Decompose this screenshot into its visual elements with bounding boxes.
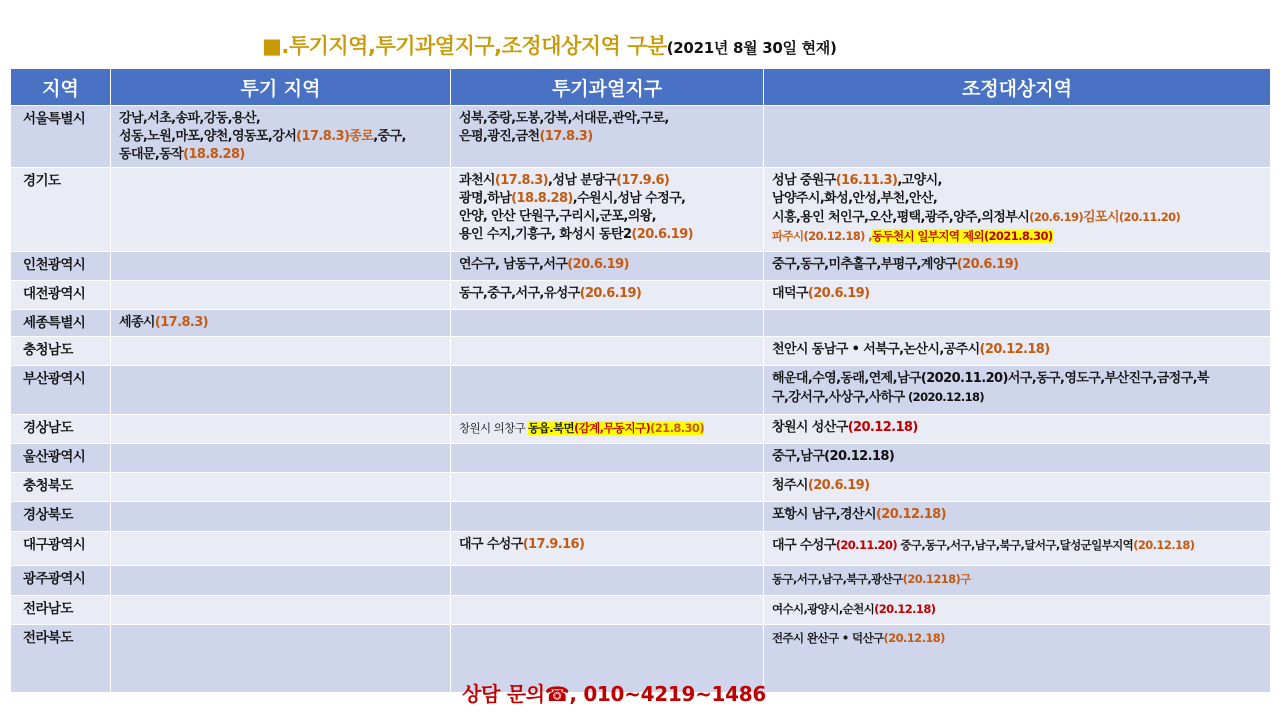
speculation-cell: [111, 106, 451, 168]
adjusted-cell: [764, 415, 1271, 444]
speculation-cell: [111, 415, 451, 444]
table-row: [11, 168, 1271, 252]
cell-date: (20.6.19): [1029, 210, 1084, 224]
table-row: [11, 337, 1271, 366]
cell-text: ,고양시,: [897, 173, 942, 188]
cell-text: 동대문,동작: [119, 147, 184, 162]
speculation-cell: [111, 473, 451, 502]
adjusted-cell: [764, 473, 1271, 502]
cell-text: 성동,노원,마포,양천,영동포,강서: [119, 129, 297, 144]
speculation-cell: [111, 310, 451, 337]
overheated-cell: [451, 168, 764, 252]
cell-text: 김포시: [1083, 210, 1119, 225]
cell-text: (2020.12.18): [904, 390, 985, 404]
speculation-cell: [111, 502, 451, 532]
header-region: 지역: [11, 69, 111, 106]
speculation-cell: [111, 281, 451, 310]
cell-date: (18.8.28): [183, 147, 245, 162]
cell-text: 동구,서구,남구,북구,광산구: [772, 572, 903, 586]
cell-text: 창원시 의창구: [459, 421, 529, 435]
adjusted-cell: [764, 106, 1271, 168]
consultation-phone: 상담 문의☎, 010~4219~1486: [462, 682, 767, 706]
overheated-cell: [451, 566, 764, 596]
cell-date: (17.8.3): [494, 173, 549, 188]
region-name: 광주광역시: [11, 566, 111, 596]
adjusted-cell: [764, 337, 1271, 366]
table-row: [11, 596, 1271, 625]
adjusted-cell: [764, 566, 1271, 596]
table-row: [11, 415, 1271, 444]
adjusted-cell: [764, 366, 1271, 415]
region-name: 경상남도: [11, 415, 111, 444]
region-name: 인천광역시: [11, 252, 111, 281]
speculation-cell: [111, 566, 451, 596]
overheated-cell: [451, 532, 764, 566]
cell-text: 남양주시,화성,안성,부천,안산,: [772, 191, 938, 206]
cell-date: (20.6.19): [631, 227, 693, 242]
adjusted-cell: [764, 625, 1271, 693]
adjusted-cell: [764, 532, 1271, 566]
region-name: 울산광역시: [11, 444, 111, 473]
cell-text: 시흥,용인 처인구,오산,평택,광주,양주,의정부시: [772, 210, 1030, 225]
cell-text: ,중구,: [373, 129, 406, 144]
adjusted-cell: [764, 444, 1271, 473]
region-name: 경기도: [11, 168, 111, 252]
region-name: 서울특별시: [11, 106, 111, 168]
cell-text: 전주시 완산구 • 덕산구: [772, 631, 884, 645]
overheated-cell: [451, 281, 764, 310]
cell-text: 강남,서초,송파,강동,용산,: [119, 111, 261, 126]
overheated-cell: [451, 596, 764, 625]
region-name: 부산광역시: [11, 366, 111, 415]
cell-date: (20.12.18): [874, 602, 936, 616]
overheated-cell: [451, 415, 764, 444]
cell-date: (20.6.19): [567, 257, 629, 272]
cell-text: 성북,중랑,도봉,강북,서대문,관악,구로,: [459, 111, 669, 126]
overheated-cell: [451, 444, 764, 473]
speculation-cell: [111, 532, 451, 566]
adjusted-cell: [764, 596, 1271, 625]
cell-text: 광명,하남: [459, 191, 512, 206]
speculation-cell: [111, 252, 451, 281]
cell-date: (16.11.3): [835, 173, 898, 188]
region-name: 경상북도: [11, 502, 111, 532]
region-name: 세종특별시: [11, 310, 111, 337]
table-row: [11, 106, 1271, 168]
cell-date: (20.11.20): [1118, 210, 1181, 224]
region-name: 전라북도: [11, 625, 111, 693]
cell-date: (18.8.28): [511, 191, 573, 206]
title-date: (2021년 8월 30일 현재): [666, 39, 837, 57]
region-table: [10, 68, 1271, 693]
speculation-cell: [111, 168, 451, 252]
cell-text: 대덕구: [772, 286, 808, 301]
cell-date: (20.12.18): [847, 420, 918, 435]
speculation-cell: [111, 596, 451, 625]
overheated-cell: [451, 310, 764, 337]
cell-date: (17.8.3): [154, 315, 209, 330]
cell-text: ,수원시,성남 수정구,: [572, 191, 686, 206]
overheated-cell: [451, 252, 764, 281]
cell-text: 연수구, 남동구,서구: [459, 257, 568, 272]
overheated-cell: [451, 337, 764, 366]
cell-date: (17.9.16): [522, 537, 585, 552]
region-name: 충청북도: [11, 473, 111, 502]
cell-date: (17.8.3)종로: [296, 129, 374, 144]
cell-text: 중구,남구(20.12.18): [772, 449, 895, 464]
table-row: [11, 252, 1271, 281]
cell-text: 은평,광진,금천: [459, 129, 540, 144]
cell-date: (17.8.3): [539, 129, 593, 144]
speculation-cell: [111, 366, 451, 415]
cell-text: 구,강서구,사상구,사하구: [772, 390, 905, 405]
highlight-text: (감계,무동지구): [573, 421, 651, 435]
highlight-date: (21.8.30): [650, 421, 704, 435]
region-name: 대구광역시: [11, 532, 111, 566]
page-title: [262, 30, 837, 58]
cell-text: 해운대,수영,동래,연제,남구(2020.11.20)서구,동구,영도구,부산진구,금정구,북: [772, 371, 1209, 386]
adjusted-cell: [764, 252, 1271, 281]
cell-text: 성남 중원구: [772, 173, 836, 188]
cell-text: 중구,동구,미추홀구,부평구,계양구: [772, 257, 957, 272]
table-header-row: [11, 69, 1271, 106]
header-overheated: 투기과열지구: [451, 69, 764, 106]
cell-text: 대구 수성구: [772, 538, 836, 553]
overheated-cell: [451, 106, 764, 168]
cell-date: (17.9.6): [616, 173, 670, 188]
cell-text: 포항시 남구,경산시: [772, 507, 876, 522]
cell-date: (20.6.19): [807, 478, 870, 493]
cell-date: (20.12.18): [883, 631, 945, 645]
speculation-cell: [111, 444, 451, 473]
header-adjusted: 조정대상지역: [764, 69, 1271, 106]
adjusted-cell: [764, 281, 1271, 310]
cell-text: 동구,중구,서구,유성구: [459, 286, 580, 301]
table-row: [11, 310, 1271, 337]
cell-text: 안양, 안산 단원구,구리시,군포,의왕,: [459, 209, 656, 224]
cell-date: (20.6.19): [956, 257, 1019, 272]
table-row: [11, 502, 1271, 532]
cell-date: (20.11.20): [835, 538, 897, 552]
speculation-cell: [111, 625, 451, 693]
table-row: [11, 473, 1271, 502]
cell-text: 창원시 성산구: [772, 420, 848, 435]
title-main: ■.투기지역,투기과열지구,조정대상지역 구분: [262, 34, 667, 58]
header-speculation: 투기 지역: [111, 69, 451, 106]
region-name: 충청남도: [11, 337, 111, 366]
highlight-text: 동읍.북면: [528, 421, 574, 435]
table-row: [11, 281, 1271, 310]
adjusted-cell: [764, 310, 1271, 337]
region-name: 대전광역시: [11, 281, 111, 310]
cell-date: (20.12.18): [979, 342, 1050, 357]
table-row: [11, 366, 1271, 415]
cell-date: (20.12.18): [1133, 538, 1195, 552]
cell-date: 파주시(20.12.18) ,: [772, 229, 872, 243]
overheated-cell: [451, 473, 764, 502]
cell-text: 여수시,광양시,순천시: [772, 602, 875, 616]
cell-text: 천안시 동남구 • 서북구,논산시,공주시: [772, 342, 980, 357]
overheated-cell: [451, 366, 764, 415]
cell-date: (20.6.19): [807, 286, 870, 301]
cell-date: (20.12.18): [875, 507, 946, 522]
table-row: [11, 532, 1271, 566]
overheated-cell: [451, 502, 764, 532]
adjusted-cell: [764, 168, 1271, 252]
cell-text: 과천시: [459, 173, 495, 188]
region-name: 전라남도: [11, 596, 111, 625]
cell-text: 중구,동구,서구,남구,북구,달서구,달성군일부지역: [896, 538, 1134, 552]
cell-text: 대구 수성구: [459, 537, 523, 552]
cell-text: 세종시: [119, 315, 155, 330]
cell-text: ,성남 분당구: [548, 173, 617, 188]
adjusted-cell: [764, 502, 1271, 532]
table-row: [11, 444, 1271, 473]
cell-text: 용인 수지,기흥구, 화성시 동탄2: [459, 227, 632, 242]
table-row: [11, 566, 1271, 596]
cell-date: (20.1218)구: [902, 572, 971, 586]
cell-text: 청주시: [772, 478, 808, 493]
speculation-cell: [111, 337, 451, 366]
cell-date: (20.6.19): [579, 286, 642, 301]
highlight-text: 동두천시 일부지역 제외(2021.8.30): [871, 229, 1053, 243]
